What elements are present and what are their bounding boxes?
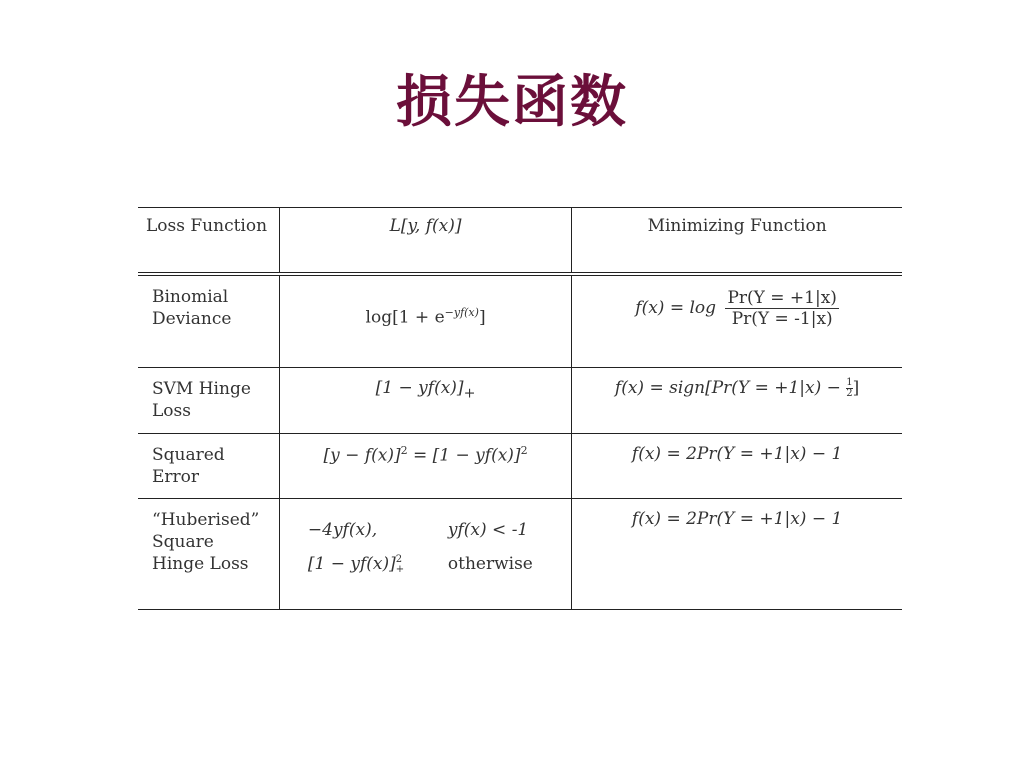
min-squared-error: f(x) = 2Pr(Y = +1|x) − 1 bbox=[572, 434, 902, 499]
loss-function-table bbox=[138, 207, 902, 610]
fraction: $\frac{Pr(Y = +1|x)}{Pr(Y = -1|x)}$ bbox=[727, 288, 837, 329]
min-huberised: f(x) = 2Pr(Y = +1|x) − 1 bbox=[572, 499, 902, 610]
header-L: L[y, f(x)] bbox=[279, 208, 571, 275]
row-name-huberised: “Huberised” Square Hinge Loss bbox=[138, 499, 279, 610]
header-loss-function: Loss Function bbox=[138, 208, 279, 275]
loss-huberised: −4yf(x), yf(x) < -1 [1 − yf(x)] 2 + otherwise bbox=[279, 499, 571, 610]
min-svm-hinge: f(x) = sign[Pr(Y = +1|x) − $\frac{1}{2}$ ] bbox=[572, 368, 902, 434]
table-row bbox=[138, 499, 902, 610]
row-name-svm-hinge: SVM Hinge Loss bbox=[138, 368, 279, 434]
table-row bbox=[138, 434, 902, 499]
row-name-squared-error: Squared Error bbox=[138, 434, 279, 499]
loss-binomial: $\log[1 + e^{-yf(x)}]$ bbox=[279, 274, 571, 368]
min-binomial: f(x) = log $\frac{Pr(Y = +1|x)}{Pr(Y = -1|x)}$ bbox=[572, 274, 902, 368]
table-header-row bbox=[138, 208, 902, 275]
row-name-binomial: Binomial Deviance bbox=[138, 274, 279, 368]
fraction-half: $\frac{1}{2}$ bbox=[846, 377, 853, 399]
loss-svm-hinge: $[1 - yf(x)]_+$ bbox=[279, 368, 571, 434]
table-row bbox=[138, 368, 902, 434]
table-row bbox=[138, 274, 902, 368]
loss-squared-error: $[y - f(x)]^2 = [1 - yf(x)]^2$ bbox=[279, 434, 571, 499]
slide-title: 损失函数 bbox=[396, 70, 628, 135]
header-minimizing: Minimizing Function bbox=[572, 208, 902, 275]
